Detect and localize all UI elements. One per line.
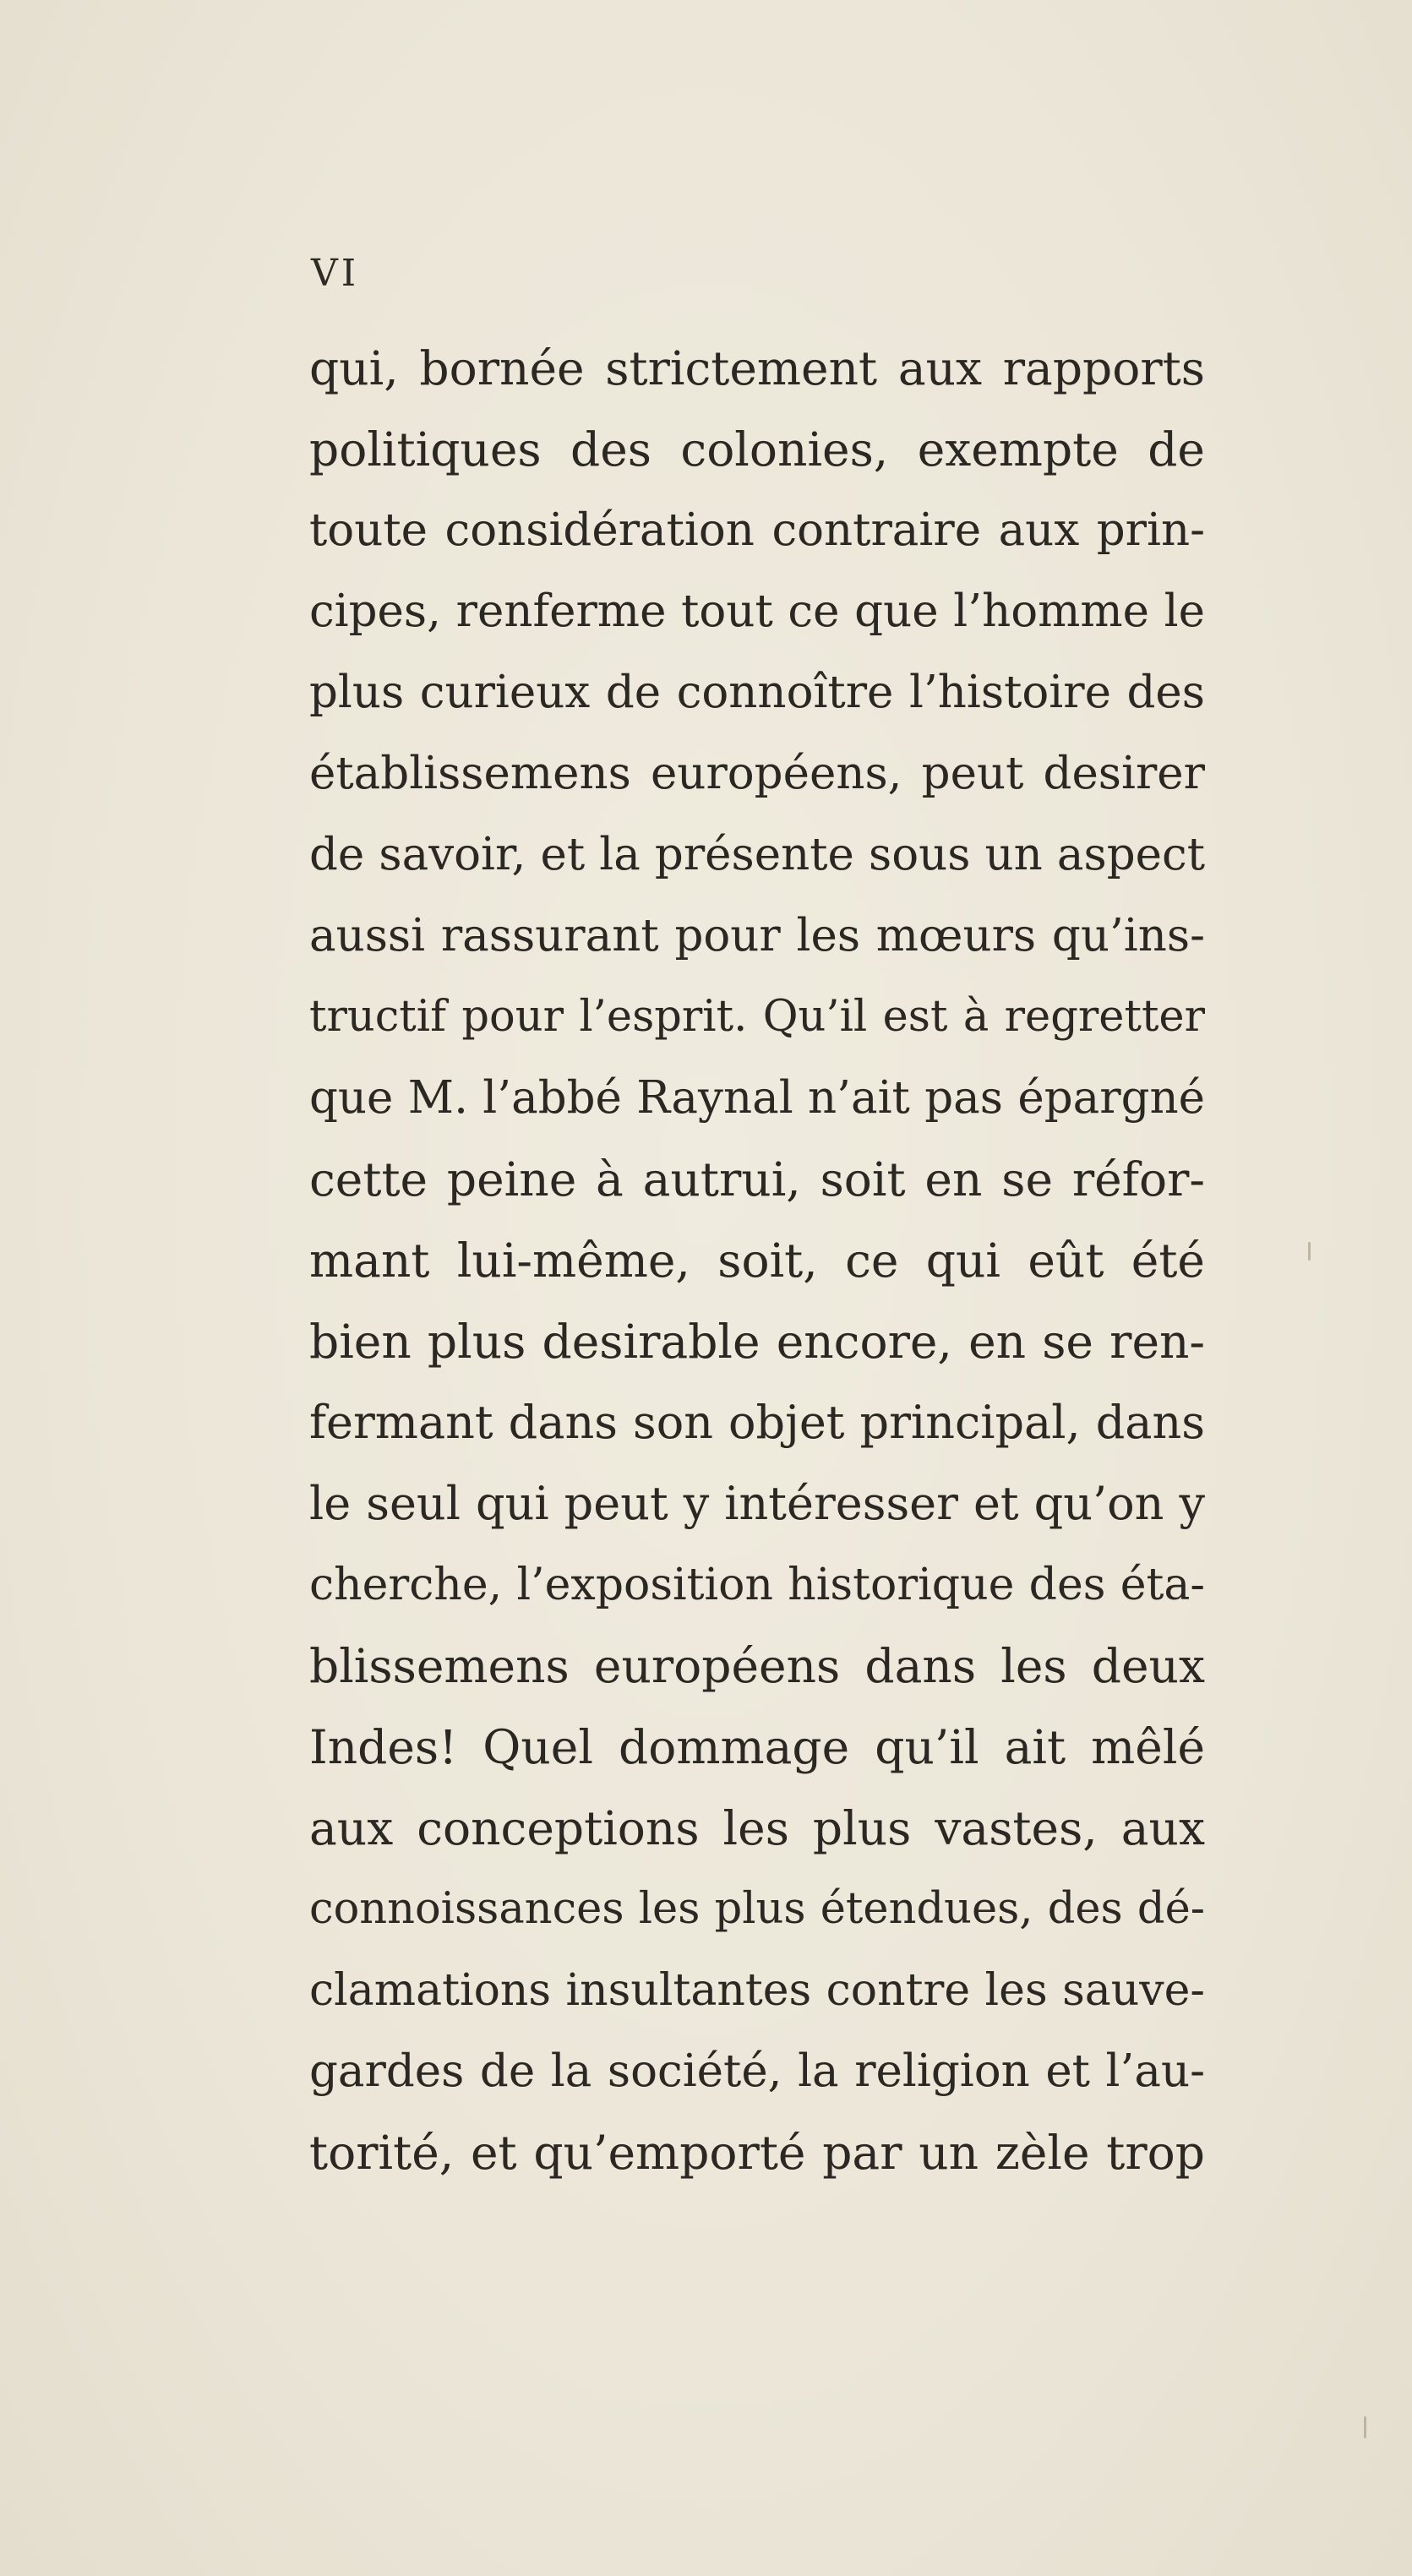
text-line: de savoir, et la présente sous un aspect	[309, 829, 1205, 880]
text-line: aussi rassurant pour les mœurs qu’ins-	[309, 910, 1205, 961]
text-line: établissemens européens, peut desirer	[309, 748, 1205, 799]
text-line: qui, bornée strictement aux rapports	[309, 341, 1205, 395]
text-line: que M. l’abbé Raynal n’ait pas épargné	[309, 1072, 1205, 1124]
text-line: clamations insultantes contre les sauve-	[309, 1965, 1205, 2016]
text-line: blissemens européens dans les deux	[309, 1639, 1205, 1693]
text-line: cette peine à autrui, soit en se réfor-	[309, 1152, 1205, 1206]
text-line: connoissances les plus étendues, des dé-	[309, 1884, 1205, 1934]
text-line: tructif pour l’esprit. Qu’il est à regretter	[309, 992, 1205, 1042]
text-line: politiques des colonies, exempte de	[309, 422, 1205, 477]
page-number: VI	[311, 252, 360, 295]
text-line: plus curieux de connoître l’histoire des	[309, 667, 1205, 718]
text-line: cherche, l’exposition historique des éta-	[309, 1560, 1205, 1610]
text-line: aux conceptions les plus vastes, aux	[309, 1801, 1205, 1855]
body-text	[309, 328, 1205, 2193]
text-line: fermant dans son objet principal, dans	[309, 1396, 1205, 1449]
paper-speck	[1364, 2416, 1366, 2438]
text-line: le seul qui peut y intéresser et qu’on y	[309, 1477, 1205, 1530]
text-line: Indes! Quel dommage qu’il ait mêlé	[309, 1720, 1205, 1774]
text-line: mant lui-même, soit, ce qui eût été	[309, 1234, 1205, 1288]
text-line: bien plus desirable encore, en se ren-	[309, 1315, 1205, 1369]
text-line: cipes, renferme tout ce que l’homme le	[309, 585, 1205, 637]
text-line: torité, et qu’emporté par un zèle trop	[309, 2126, 1205, 2180]
text-line: toute considération contraire aux prin-	[309, 504, 1205, 556]
paper-speck	[1308, 1242, 1311, 1261]
text-line: gardes de la société, la religion et l’au-	[309, 2045, 1205, 2097]
